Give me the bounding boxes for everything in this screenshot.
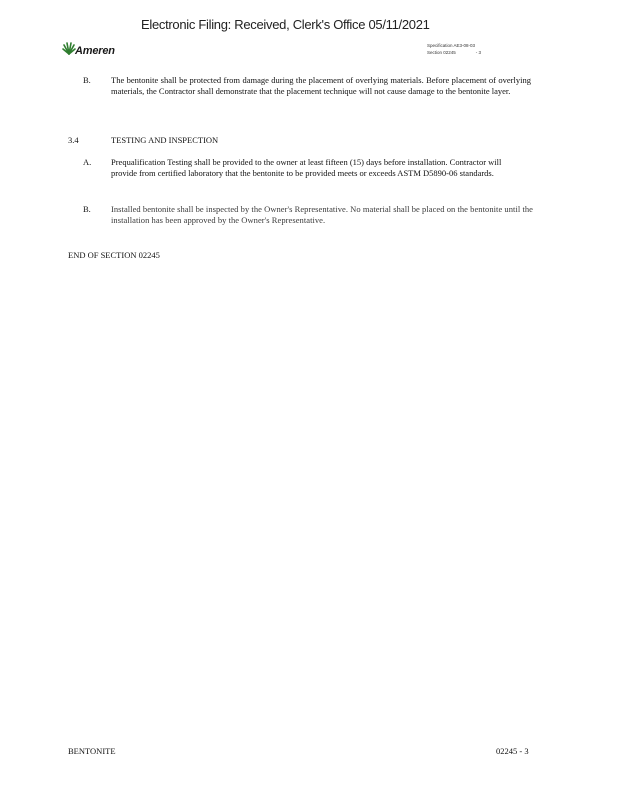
item-label: B. <box>83 75 91 85</box>
logo-wordmark: Ameren <box>75 45 115 57</box>
section-number: Section 02245 <box>427 50 456 55</box>
section-number-heading: 3.4 <box>68 135 79 145</box>
footer-title: BENTONITE <box>68 746 116 756</box>
header-page: - 3 <box>475 50 482 55</box>
spec-number: Specification AE3-08-03 <box>427 43 476 48</box>
end-of-section: END OF SECTION 02245 <box>68 250 160 260</box>
ameren-logo <box>61 40 131 62</box>
item-text: The bentonite shall be protected from damage during the placement of overlying materials. Before placement of overlying materials, the Contractor shall demonstrate that the placement technique will not cause damage to the bentonite layer. <box>111 75 531 97</box>
section-title: TESTING AND INSPECTION <box>111 135 219 145</box>
footer-page-number: 02245 - 3 <box>496 746 529 756</box>
item-label: B. <box>83 204 91 214</box>
item-label: A. <box>83 157 92 167</box>
spec-header <box>427 42 481 56</box>
item-text: Installed bentonite shall be inspected by the Owner's Representative. No material shall be placed on the bentonite until the installation has been approved by the Owner's Representative. <box>111 204 533 226</box>
item-text: Prequalification Testing shall be provided to the owner at least fifteen (15) days before installation. Contractor will provide from certified laboratory that the bentonite to be provided meets or exceeds ASTM D5890-06 standards. <box>111 157 502 179</box>
filing-stamp: Electronic Filing: Received, Clerk's Office 05/11/2021 <box>141 17 430 32</box>
